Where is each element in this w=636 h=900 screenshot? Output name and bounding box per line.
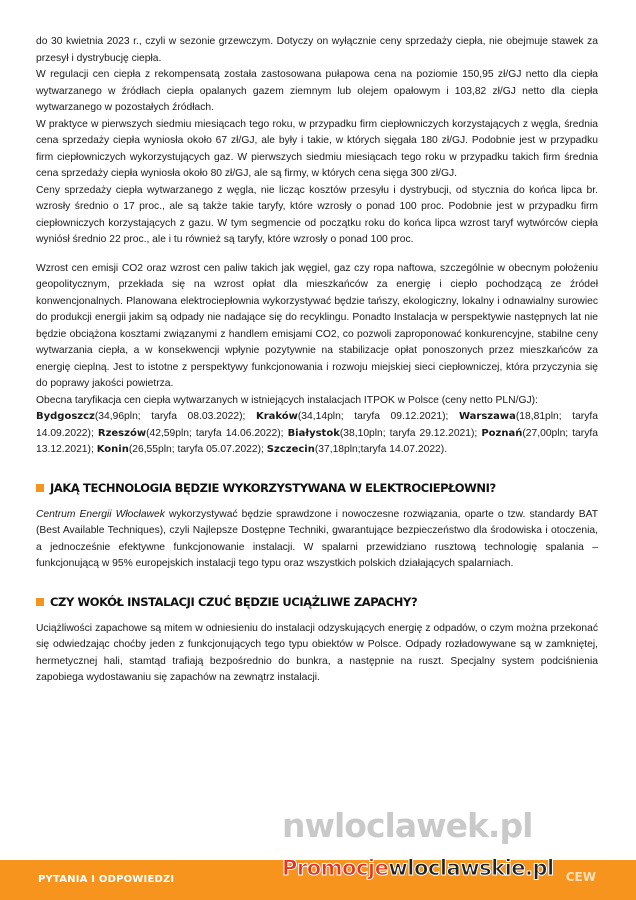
tariff-item: Rzeszów(42,59pln; taryfa 14.06.2022);: [97, 427, 284, 439]
tariff-list: [36, 409, 598, 459]
tariff-item: Konin(26,55pln; taryfa 05.07.2022);: [96, 444, 264, 455]
paragraph: W praktyce w pierwszych siedmiu miesiącach tego roku, w przypadku firm ciepłowniczych korzystających z węgla, średnia cena sprzedaży ciepła wyniosła około 67 zł/GJ, ale były i takie, w których sięgała 180 zł/GJ. Podobnie jest w przypadku firm ciepłowniczych wykorzystujących gaz. W pierwszych siedmiu miesiącach tego roku w przypadku takich firm średnia cena sprzedaży ciepła wyniosła około 80 zł/GJ, ale są firmy, w których cena sięga 300 zł/GJ.: [36, 118, 598, 179]
watermark: nwloclawek.pl: [282, 806, 533, 845]
footer-logo: CEW: [565, 870, 596, 884]
paragraph: Wzrost cen emisji CO2 oraz wzrost cen paliw takich jak węgiel, gaz czy ropa naftowa, szczególnie w obecnym położeniu geopolitycznym, przekłada się na wzrost opłat dla mieszkańców za energię i ciepło pochodzącą ze źródeł konwencjonalnych. Planowana elektrociepłownia wykorzystywać będzie tańszy, ekologiczny, lokalny i odnawialny surowiec do produkcji energii jakim są odpady nie nadające się do recyklingu. Ponadto Instalacja w perspektywie następnych lat nie będzie obciążona kosztami związanymi z handlem emisjami CO2, co pozwoli zaproponować konkurencyjne, stabilne ceny wytwarzania ciepła, a w konsekwencji wpłynie pozytywnie na stabilizacje opłat ponoszonych przez mieszkańców za energię cieplną. Jest to istotne z perspektywy funkcjonowania i rozwoju miejskiej sieci ciepłowniczej, która przyczynia się do poprawy jakości powietrza.: [36, 262, 598, 389]
tariff-item: Szczecin(37,18pln;taryfa 14.07.2022).: [266, 444, 448, 455]
paragraph: Obecna taryfikacja cen ciepła wytwarzanych w istniejących instalacjach ITPOK w Polsce (ceny netto PLN/GJ):: [36, 394, 538, 406]
tariff-item: Bydgoszcz(34,96pln; taryfa 08.03.2022);: [36, 411, 246, 422]
paragraph: W regulacji cen ciepła z rekompensatą została zastosowana pułapowa cena na poziomie 150,95 zł/GJ netto dla ciepła wytwarzanego w źródłach ciepła opalanych gazem ziemnym lub olejem opałowym i 103,82 zł/GJ netto dla ciepła wytwarzanego w pozostałych źródłach.: [36, 69, 598, 113]
tariff-item: Kraków(34,14pln; taryfa 09.12.2021);: [255, 411, 449, 422]
section-heading: JAKĄ TECHNOLOGIA BĘDZIE WYKORZYSTYWANA W ELEKTROCIEPŁOWNI?: [36, 481, 598, 495]
paragraph: Uciążliwości zapachowe są mitem w odniesieniu do instalacji odzyskujących energię z odpadów, o czym można przekonać się odwiedzając choćby jeden z funkcjonujących tego typu obiektów w Polsce. Odpady rozładowywane są w zamkniętej, hermetycznej hali, stamtąd trafiają bezpośrednio do bunkra, a następnie na ruszt. Specjalny system podciśnienia zapobiega wydostawaniu się zapachów na zewnątrz instalacji.: [36, 622, 598, 683]
tariff-item: Białystok(38,10pln; taryfa 29.12.2021);: [287, 427, 478, 439]
article-body: [36, 34, 598, 687]
footer-label: PYTANIA I ODPOWIEDZI: [38, 874, 175, 885]
square-bullet-icon: [36, 598, 44, 606]
paragraph: Centrum Energii Włocławek wykorzystywać będzie sprawdzone i nowoczesne rozwiązania, oparte o tzw. standardy BAT (Best Available Techniques), czyli Najlepsze Dostępne Techniki, gwarantujące bezpieczeństwo dla środowiska i otoczenia, a jednocześnie efektywne funkcjonowanie instalacji. W spalarni przewidziano rusztową technologię spalania – funkcjonującą w 95% europejskich instalacji tego typu oraz wszystkich polskich działających spalarniach.: [36, 508, 598, 569]
square-bullet-icon: [36, 484, 44, 492]
watermark: Promocjewloclawskie.pl: [282, 856, 554, 880]
section-heading: CZY WOKÓŁ INSTALACJI CZUĆ BĘDZIE UCIĄŻLIWE ZAPACHY?: [36, 595, 598, 609]
paragraph: do 30 kwietnia 2023 r., czyli w sezonie grzewczym. Dotyczy on wyłącznie ceny sprzedaży ciepła, nie obejmuje stawek za przesył i dystrybucję ciepła.: [36, 36, 598, 64]
tariff-item: Poznań(27,00pln; taryfa 13.12.2021);: [36, 427, 598, 455]
tariff-item: Warszawa(18,81pln; taryfa 14.09.2022);: [36, 411, 598, 439]
paragraph: Ceny sprzedaży ciepła wytwarzanego z węgla, nie licząc kosztów przesyłu i dystrybucji, od stycznia do końca lipca br. wzrosły średnio o 17 proc., ale są także takie taryfy, które wzrosły o ponad 100 proc. Podobnie jest w przypadku firm ciepłowniczych korzystających z gazu. W tym segmencie od początku roku do końca lipca wzrost taryf wytwórców ciepła wyniósł średnio 22 proc., ale i tu również są taryfy, które wzrosły o ponad 100 proc.: [36, 184, 598, 245]
